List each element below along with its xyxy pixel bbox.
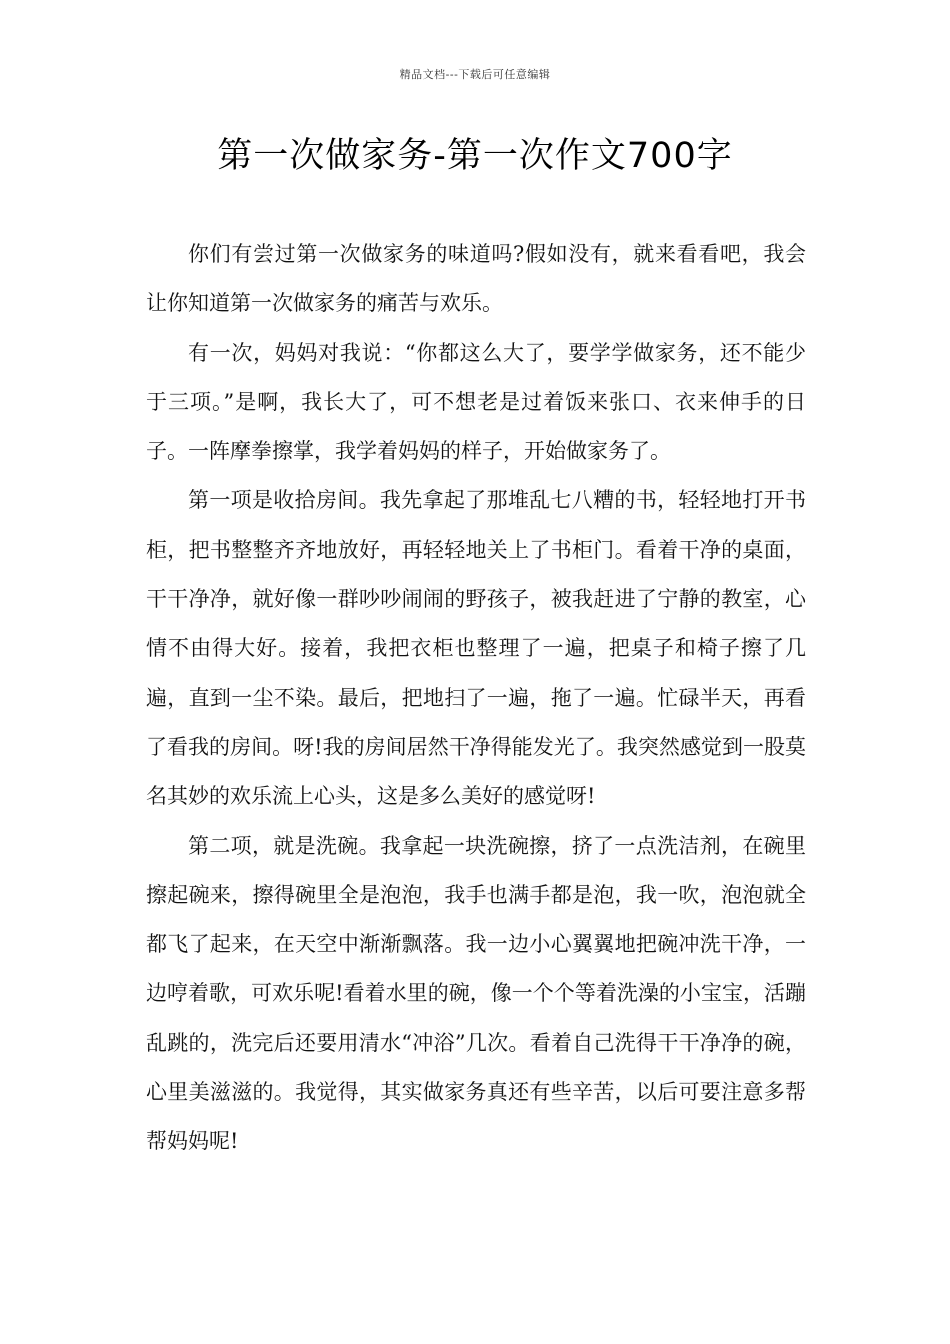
paragraph-tidy-room: 第一项是收拾房间。我先拿起了那堆乱七八糟的书，轻轻地打开书柜，把书整整齐齐地放好，再轻轻地关上了书柜门。看着干净的桌面，干干净净，就好像一群吵吵闹闹的野孩子，被我赶进了宁静的教室，心情不由得大好。接着，我把衣柜也整理了一遍，把桌子和椅子擦了几遍，直到一尘不染。最后，把地扫了一遍，拖了一遍。忙碌半天，再看了看我的房间。呀!我的房间居然干净得能发光了。我突然感觉到一股莫名其妙的欢乐流上心头，这是多么美好的感觉呀! (146, 488, 806, 809)
article-body (146, 230, 806, 1167)
paragraph-mother-request: 有一次，妈妈对我说：“你都这么大了，要学学做家务，还不能少于三项。”是啊，我长大了，可不想老是过着饭来张口、衣来伸手的日子。一阵摩拳擦掌，我学着妈妈的样子，开始做家务了。 (146, 340, 806, 464)
paragraph-intro: 你们有尝过第一次做家务的味道吗?假如没有，就来看看吧，我会让你知道第一次做家务的痛苦与欢乐。 (146, 242, 806, 316)
paragraph-wash-dishes: 第二项，就是洗碗。我拿起一块洗碗擦，挤了一点洗洁剂，在碗里擦起碗来，擦得碗里全是泡泡，我手也满手都是泡，我一吹，泡泡就全都飞了起来，在天空中渐渐飘落。我一边小心翼翼地把碗冲洗干净，一边哼着歌，可欢乐呢!看着水里的碗，像一个个等着洗澡的小宝宝，活蹦乱跳的，洗完后还要用清水“冲浴”几次。看着自己洗得干干净净的碗，心里美滋滋的。我觉得，其实做家务真还有些辛苦，以后可要注意多帮帮妈妈呢! (146, 833, 806, 1154)
document-title: 第一次做家务-第一次作文700字 (217, 136, 733, 176)
header-note: 精品文档---下载后可任意编辑 (399, 68, 551, 81)
